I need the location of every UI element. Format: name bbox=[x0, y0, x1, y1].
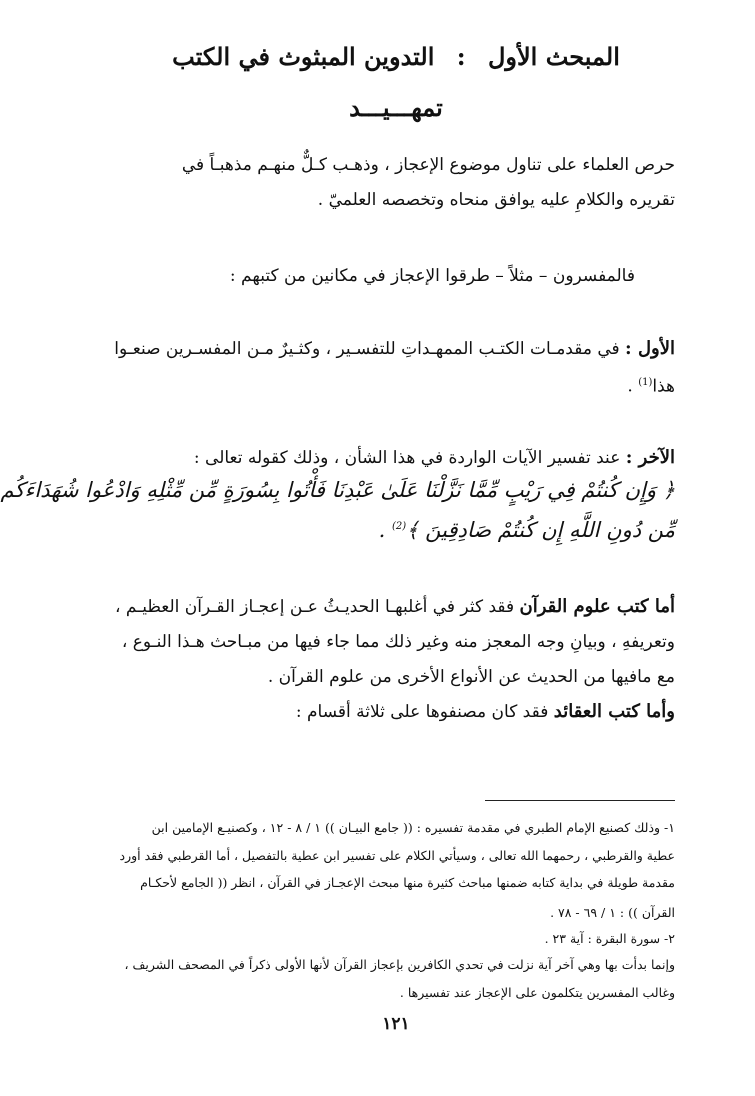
footnote-1-line-3: مقدمة طويلة في بداية كتابه ضمنها مباحث كثيرة منها مبحث الإعجـاز في القرآن ، انظر (( الجامع لأحكـام bbox=[140, 875, 675, 890]
page-number: ١٢١ bbox=[382, 1014, 410, 1034]
quran-verse-line-2 bbox=[127, 512, 675, 545]
footnote-1-line-1: ١- وذلك كصنيع الإمام الطبري في مقدمة تفسيره : (( جامع البيـان )) ١ / ٨ - ١٢ ، وكصنيـع الإمامين ابن bbox=[151, 820, 675, 835]
quran-sciences-line-3: مع مافيها من الحديث عن الأنواع الأخرى من علوم القرآن . bbox=[267, 667, 675, 687]
quran-verse-end: مِّن دُونِ اللَّهِ إِن كُنتُمْ صَادِقِينَ ﴾ bbox=[406, 518, 675, 542]
second-place-label: الآخر : bbox=[625, 447, 675, 468]
heading-separator: : bbox=[456, 42, 466, 71]
section-subheading: تمهـــيـــد bbox=[349, 93, 443, 122]
first-place-text-end: هذا bbox=[652, 376, 675, 397]
intro-line-2: تقريره والكلامِ عليه يوافق منحاه وتخصصه العلميّ . bbox=[317, 190, 675, 210]
quran-verse-line-1: ﴿ وَإِن كُنتُمْ فِي رَيْبٍ مِّمَّا نَزَّلْنَا عَلَىٰ عَبْدِنَا فَأْتُوا بِسُورَةٍ مِّن مِّثْلِهِ وَادْعُوا شُهَدَاءَكُم bbox=[0, 478, 675, 502]
aqaid-label: وأما كتب العقائد bbox=[553, 701, 675, 722]
aqaid-line bbox=[127, 700, 675, 724]
footnote-2-line-3: وغالب المفسرين يتكلمون على الإعجاز عند تفسيرها . bbox=[399, 985, 675, 1000]
footnote-ref-2: (2) bbox=[392, 521, 407, 532]
quran-sciences-text: فقد كثر في أغلبهـا الحديـثُ عـن إعجـاز القـرآن العظيـم ، bbox=[115, 597, 520, 617]
heading-topic: التدوين المبثوث في الكتب bbox=[172, 42, 435, 71]
chapter-heading bbox=[37, 42, 755, 71]
verse-period: . bbox=[378, 518, 393, 542]
footnote-ref-1: (1) bbox=[638, 377, 653, 388]
first-place-line-2 bbox=[127, 371, 675, 399]
quran-sciences-line-2: وتعريفهِ ، وبيانِ وجه المعجز منه وغير ذلك مما جاء فيها من مبـاحث هـذا النـوع ، bbox=[121, 632, 675, 652]
footnote-1-line-2: عطية والقرطبي ، رحمهما الله تعالى ، وسيأتي الكلام على تفسير ابن عطية بالتفصيل ، أما القرطبي فقد أورد bbox=[119, 848, 675, 863]
quran-sciences-label: أما كتب علوم القرآن bbox=[519, 596, 675, 617]
first-place-text: في مقدمـات الكتـب الممهـداتِ للتفسـير ، وكثـيرٌ مـن المفسـرين صنعـوا bbox=[114, 339, 620, 359]
footnote-1-line-4: القرآن )) : ١ / ٦٩ - ٧٨ . bbox=[550, 905, 675, 920]
first-place-line-1 bbox=[114, 337, 675, 361]
footnote-2-line-2: وإنما بدأت بها وهي آخر آية نزلت في تحدي الكافرين بإعجاز القرآن لأنها الأولى ذكراً في المصحف الشريف ، bbox=[124, 957, 675, 972]
aqaid-text: فقد كان مصنفوها على ثلاثة أقسام : bbox=[295, 702, 554, 722]
footnote-2-line-1: ٢- سورة البقرة : آية ٢٣ . bbox=[544, 931, 675, 946]
quran-sciences-line-1 bbox=[115, 595, 675, 619]
second-place-text: عند تفسير الآيات الواردة في هذا الشأن ، وذلك كقوله تعالى : bbox=[193, 448, 621, 468]
footnote-divider bbox=[485, 800, 675, 801]
first-place-period: . bbox=[627, 376, 639, 397]
second-place-line bbox=[127, 446, 675, 470]
heading-main: المبحث الأول bbox=[487, 42, 620, 71]
intro-line-1: حرص العلماء على تناول موضوع الإعجاز ، وذهـب كـلٌّ منهـم مذهبـاً في bbox=[181, 155, 675, 175]
mufassirun-line: فالمفسرون – مثلاً – طرقوا الإعجاز في مكانين من كتبهم : bbox=[229, 266, 635, 286]
first-place-label: الأول : bbox=[625, 338, 675, 359]
